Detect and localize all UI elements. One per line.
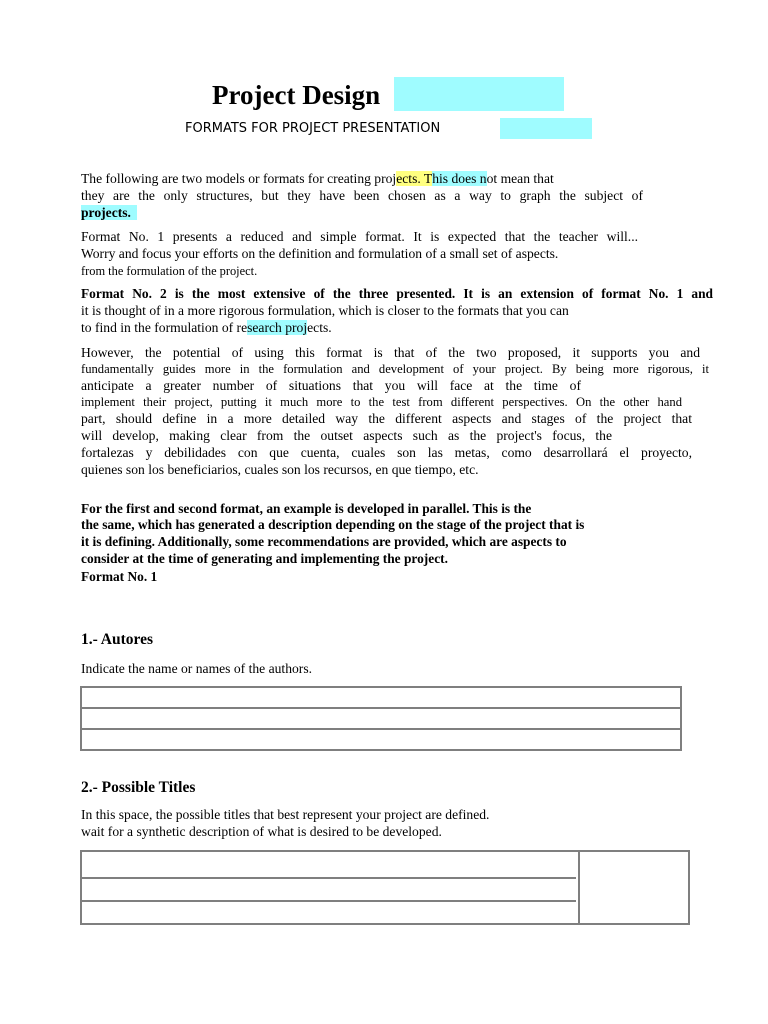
p1-line-3: projects.	[81, 205, 137, 221]
p4-line-8: quienes son los beneficiarios, cuales son los recursos, en que tiempo, etc.	[81, 462, 479, 477]
author-field-2[interactable]	[82, 709, 680, 728]
author-field-3[interactable]	[82, 730, 680, 749]
author-field-1[interactable]	[82, 688, 680, 707]
title-field-1[interactable]	[82, 852, 578, 877]
section-2-description-1: In this space, the possible titles that best represent your project are defined.	[81, 807, 490, 822]
title-field-3[interactable]	[82, 902, 578, 923]
p5-line-1: For the first and second format, an example is developed in parallel. This is the	[81, 501, 532, 516]
title-field-2[interactable]	[82, 879, 578, 900]
p4-line-7: fortalezas y debilidades con que cuenta, cuales son las metas, como desarrollará el proyecto,	[81, 445, 692, 460]
subtitle-highlight	[500, 118, 592, 139]
section-2-description-2: wait for a synthetic description of what is desired to be developed.	[81, 824, 442, 839]
p5-line-3: it is defining. Additionally, some recommendations are provided, which are aspects to	[81, 534, 567, 549]
p4-line-4: implement their project, putting it much more to the test from different perspectives. On the other hand	[81, 395, 682, 409]
p3-line-1: Format No. 2 is the most extensive of the three presented. It is an extension of format No. 1 and	[81, 286, 713, 301]
title-side-cell[interactable]	[580, 852, 688, 923]
p1-line-1: The following are two models or formats for creating projects. This does not mean that	[81, 171, 554, 186]
section-1-description: Indicate the name or names of the authors.	[81, 661, 313, 676]
p4-line-3: anticipate a greater number of situations that you will face at the time of	[81, 378, 581, 393]
authors-table	[80, 686, 682, 751]
section-1-heading: 1.- Autores	[81, 631, 154, 648]
p2-line-2: Worry and focus your efforts on the definition and formulation of a small set of aspects.	[81, 246, 559, 261]
p4-line-5: part, should define in a more detailed way the different aspects and stages of the project that	[81, 411, 692, 426]
p4-line-1: However, the potential of using this format is that of the two proposed, it supports you and	[81, 345, 700, 360]
p1-line-2: they are the only structures, but they have been chosen as a way to graph the subject of	[81, 188, 643, 203]
p3-line-2: it is thought of in a more rigorous formulation, which is closer to the formats that you can	[81, 303, 569, 318]
titles-table	[80, 850, 690, 925]
p5-line-4: consider at the time of generating and implementing the project.	[81, 551, 448, 566]
p4-line-2: fundamentally guides more in the formulation and development of your project. By being more rigorous, it	[81, 362, 709, 376]
section-2-heading: 2.- Possible Titles	[81, 779, 196, 796]
p2-line-1: Format No. 1 presents a reduced and simple format. It is expected that the teacher will...	[81, 229, 638, 244]
page-subtitle: FORMATS FOR PROJECT PRESENTATION	[185, 121, 441, 136]
p2-line-3: from the formulation of the project.	[81, 264, 258, 278]
p5-line-2: the same, which has generated a description depending on the stage of the project that is	[81, 517, 585, 532]
p5-line-5: Format No. 1	[81, 569, 158, 584]
page-title: Project Design	[212, 80, 381, 110]
title-highlight	[394, 77, 564, 111]
p4-line-6: will develop, making clear from the outset aspects such as the project's focus, the	[81, 428, 612, 443]
p3-line-3: to find in the formulation of research projects.	[81, 320, 332, 335]
